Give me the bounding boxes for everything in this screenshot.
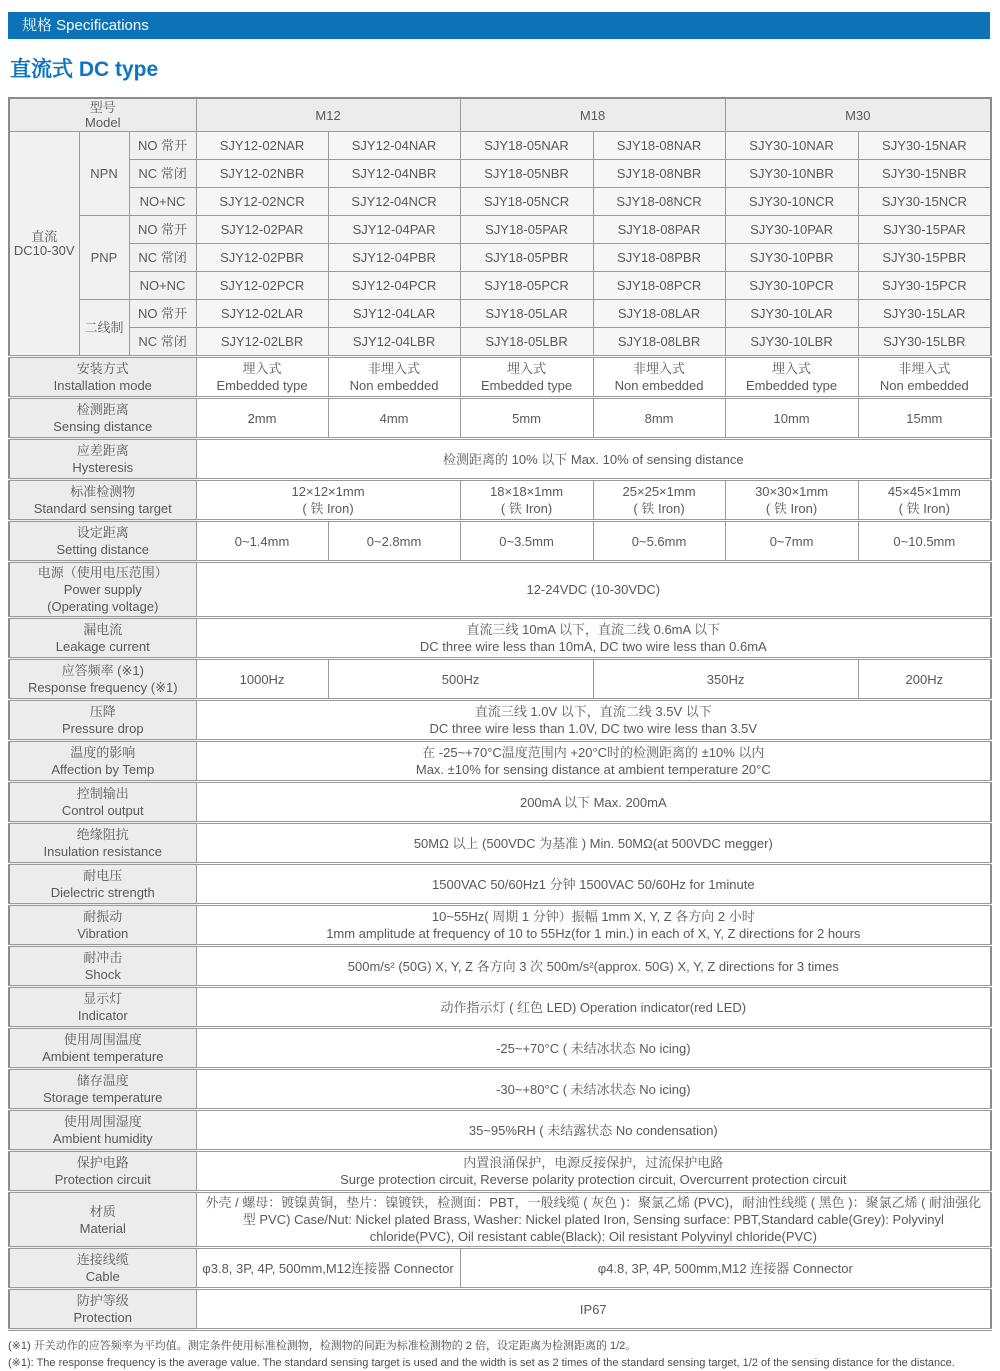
spec-value-cell: 埋入式 Embedded type <box>725 357 858 398</box>
model-number-cell: SJY18-05NBR <box>460 160 593 188</box>
spec-value-cell: 4mm <box>328 398 460 439</box>
footnote-zh: (※1) 开关动作的应答频率为平均值。测定条件使用标准检测物，检测物的间距为标准检测物的 2 倍，设定距离为检测距离的 1/2。 <box>8 1340 637 1352</box>
model-number-cell: SJY30-10NBR <box>725 160 858 188</box>
spec-label-cell: 应差距离 Hysteresis <box>9 439 196 480</box>
spec-value-cell: 5mm <box>460 398 593 439</box>
model-number-cell: SJY30-10PBR <box>725 244 858 272</box>
model-number-cell: SJY12-02PAR <box>196 216 328 244</box>
spec-row <box>9 782 991 823</box>
model-number-cell: SJY12-04PCR <box>328 272 460 300</box>
spec-row <box>9 439 991 480</box>
spec-value-cell: φ4.8, 3P, 4P, 500mm,M12 连接器 Connector <box>460 1248 991 1289</box>
model-number-cell: SJY12-04LAR <box>328 300 460 328</box>
model-number-cell: SJY12-04NCR <box>328 188 460 216</box>
model-number-cell: SJY30-15LAR <box>858 300 991 328</box>
model-number-cell: SJY30-15NAR <box>858 132 991 160</box>
model-number-cell: SJY12-04NBR <box>328 160 460 188</box>
model-number-cell: SJY18-08PAR <box>593 216 725 244</box>
spec-row <box>9 946 991 987</box>
spec-label-cell: 材质 Material <box>9 1192 196 1248</box>
spec-value-cell: 0~7mm <box>725 521 858 562</box>
model-number-cell: SJY30-15PCR <box>858 272 991 300</box>
model-number-cell: SJY30-10LAR <box>725 300 858 328</box>
spec-label-cell: 压降 Pressure drop <box>9 700 196 741</box>
model-row <box>9 188 991 216</box>
wiring-type-cell: 二线制 <box>79 300 129 357</box>
model-number-cell: SJY30-15NBR <box>858 160 991 188</box>
model-number-cell: SJY30-10NAR <box>725 132 858 160</box>
spec-row <box>9 741 991 782</box>
spec-row <box>9 562 991 618</box>
spec-value-cell: 0~10.5mm <box>858 521 991 562</box>
model-number-cell: SJY30-15LBR <box>858 328 991 357</box>
spec-row <box>9 987 991 1028</box>
model-number-cell: SJY18-05NAR <box>460 132 593 160</box>
spec-value-cell: 200Hz <box>858 659 991 700</box>
spec-value-cell: 50MΩ 以上 (500VDC 为基准 ) Min. 50MΩ(at 500VDC megger) <box>196 823 991 864</box>
model-row <box>9 328 991 357</box>
model-number-cell: SJY30-10PCR <box>725 272 858 300</box>
m12-header-cell: M12 <box>196 98 460 132</box>
spec-label-cell: 漏电流 Leakage current <box>9 618 196 659</box>
model-number-cell: SJY12-02PBR <box>196 244 328 272</box>
spec-label-cell: 温度的影响 Affection by Temp <box>9 741 196 782</box>
spec-value-cell: 45×45×1mm ( 铁 Iron) <box>858 480 991 521</box>
spec-value-cell: 埋入式 Embedded type <box>196 357 328 398</box>
spec-value-cell: 12-24VDC (10-30VDC) <box>196 562 991 618</box>
spec-row <box>9 521 991 562</box>
model-row <box>9 244 991 272</box>
spec-value-cell: 直流三线 1.0V 以下，直流二线 3.5V 以下 DC three wire less than 1.0V, DC two wire less than 3.5V <box>196 700 991 741</box>
spec-row <box>9 864 991 905</box>
output-type-cell: NC 常闭 <box>129 244 196 272</box>
spec-row <box>9 398 991 439</box>
model-row <box>9 132 991 160</box>
spec-label-cell: 电源（使用电压范围） Power supply (Operating voltage) <box>9 562 196 618</box>
footnote-en: (※1): The response frequency is the average value. The standard sensing target is used and the width is set as 2 times of the standard sensing target, 1/2 of the sensing distance for the distance. <box>8 1357 955 1369</box>
spec-value-cell: 内置浪涌保护，电源反接保护，过流保护电路 Surge protection circuit, Reverse polarity protection circuit, Overcurrent protection circuit <box>196 1151 991 1192</box>
model-number-cell: SJY12-04PAR <box>328 216 460 244</box>
spec-label-cell: 使用周围温度 Ambient temperature <box>9 1028 196 1069</box>
spec-value-cell: 在 -25~+70°C温度范围内 +20°C时的检测距离的 ±10% 以内 Max. ±10% for sensing distance at ambient temperature 20°C <box>196 741 991 782</box>
spec-row <box>9 700 991 741</box>
spec-label-cell: 耐电压 Dielectric strength <box>9 864 196 905</box>
section-header-label: 规格 Specifications <box>22 17 149 34</box>
model-row <box>9 160 991 188</box>
output-type-cell: NO 常开 <box>129 300 196 328</box>
spec-label-cell: 标准检测物 Standard sensing target <box>9 480 196 521</box>
spec-label-cell: 设定距离 Setting distance <box>9 521 196 562</box>
model-row <box>9 300 991 328</box>
footnotes <box>8 1338 996 1371</box>
model-number-cell: SJY12-02NCR <box>196 188 328 216</box>
spec-value-cell: 200mA 以下 Max. 200mA <box>196 782 991 823</box>
model-number-cell: SJY18-08NAR <box>593 132 725 160</box>
spec-row <box>9 1069 991 1110</box>
model-number-cell: SJY30-15PAR <box>858 216 991 244</box>
m30-header-cell: M30 <box>725 98 991 132</box>
model-number-cell: SJY18-05LAR <box>460 300 593 328</box>
model-number-cell: SJY12-04PBR <box>328 244 460 272</box>
model-header-en: Model <box>85 115 121 130</box>
m18-header-cell: M18 <box>460 98 725 132</box>
spec-value-cell: 0~1.4mm <box>196 521 328 562</box>
model-number-cell: SJY18-08LAR <box>593 300 725 328</box>
spec-value-cell: 2mm <box>196 398 328 439</box>
spec-value-cell: 埋入式 Embedded type <box>460 357 593 398</box>
spec-value-cell: 10~55Hz( 周期 1 分钟）振幅 1mm X, Y, Z 各方向 2 小时 1mm amplitude at frequency of 10 to 55Hz(for 1 min.) in each of X, Y, Z directions for 2 hours <box>196 905 991 946</box>
model-row <box>9 216 991 244</box>
model-number-cell: SJY12-02NBR <box>196 160 328 188</box>
spec-value-cell: 18×18×1mm ( 铁 Iron) <box>460 480 593 521</box>
model-number-cell: SJY12-02PCR <box>196 272 328 300</box>
model-number-cell: SJY18-08LBR <box>593 328 725 357</box>
spec-row <box>9 905 991 946</box>
model-number-cell: SJY18-05NCR <box>460 188 593 216</box>
spec-label-cell: 安装方式 Installation mode <box>9 357 196 398</box>
output-type-cell: NC 常闭 <box>129 328 196 357</box>
model-header-row <box>9 98 991 132</box>
model-number-cell: SJY30-10NCR <box>725 188 858 216</box>
spec-label-cell: 使用周围湿度 Ambient humidity <box>9 1110 196 1151</box>
spec-value-cell: 0~5.6mm <box>593 521 725 562</box>
model-number-cell: SJY30-15NCR <box>858 188 991 216</box>
model-row <box>9 272 991 300</box>
spec-value-cell: 12×12×1mm ( 铁 Iron) <box>196 480 460 521</box>
spec-value-cell: 非埋入式 Non embedded <box>328 357 460 398</box>
spec-value-cell: 500m/s² (50G) X, Y, Z 各方向 3 次 500m/s²(approx. 50G) X, Y, Z directions for 3 times <box>196 946 991 987</box>
spec-value-cell: -30~+80°C ( 未结冰状态 No icing) <box>196 1069 991 1110</box>
spec-value-cell: 0~2.8mm <box>328 521 460 562</box>
spec-label-cell: 耐振动 Vibration <box>9 905 196 946</box>
spec-value-cell: 35~95%RH ( 未结露状态 No condensation) <box>196 1110 991 1151</box>
spec-value-cell: 0~3.5mm <box>460 521 593 562</box>
spec-label-cell: 保护电路 Protection circuit <box>9 1151 196 1192</box>
model-number-cell: SJY18-08PBR <box>593 244 725 272</box>
model-number-cell: SJY30-15PBR <box>858 244 991 272</box>
wiring-type-cell: NPN <box>79 132 129 216</box>
output-type-cell: NO+NC <box>129 272 196 300</box>
spec-value-cell: 10mm <box>725 398 858 439</box>
spec-row <box>9 823 991 864</box>
specifications-table <box>8 97 992 1331</box>
model-number-cell: SJY18-08NBR <box>593 160 725 188</box>
spec-value-cell: 1500VAC 50/60Hz1 分钟 1500VAC 50/60Hz for 1minute <box>196 864 991 905</box>
spec-label-cell: 检测距离 Sensing distance <box>9 398 196 439</box>
spec-value-cell: 动作指示灯 ( 红色 LED) Operation indicator(red LED) <box>196 987 991 1028</box>
spec-value-cell: 非埋入式 Non embedded <box>593 357 725 398</box>
spec-label-cell: 防护等级 Protection <box>9 1289 196 1330</box>
output-type-cell: NO 常开 <box>129 132 196 160</box>
spec-label-cell: 储存温度 Storage temperature <box>9 1069 196 1110</box>
spec-row <box>9 1289 991 1330</box>
model-number-cell: SJY18-08PCR <box>593 272 725 300</box>
model-number-cell: SJY18-05PCR <box>460 272 593 300</box>
model-number-cell: SJY18-05PBR <box>460 244 593 272</box>
spec-value-cell: 8mm <box>593 398 725 439</box>
wiring-type-cell: PNP <box>79 216 129 300</box>
model-number-cell: SJY12-04NAR <box>328 132 460 160</box>
spec-row <box>9 1151 991 1192</box>
spec-value-cell: 外壳 / 螺母：镀镍黄铜，垫片：镍镀铁，检测面：PBT，一般线缆 ( 灰色 )：聚氯乙烯 (PVC)，耐油性线缆 ( 黑色 )：聚氯乙烯 ( 耐油强化型 PVC) Case/Nut: Nickel plated Brass, Washer: Nickel plated Iron, Sensing surface: PBT,Standard cable(Grey): Polyvinyl chloride(PVC), Oil resistant cable(Black): Oil resistant Polyvinyl chloride(PVC) <box>196 1192 991 1248</box>
spec-value-cell: -25~+70°C ( 未结冰状态 No icing) <box>196 1028 991 1069</box>
model-number-cell: SJY12-02LAR <box>196 300 328 328</box>
model-number-cell: SJY30-10PAR <box>725 216 858 244</box>
spec-value-cell: 1000Hz <box>196 659 328 700</box>
spec-value-cell: 检测距离的 10% 以下 Max. 10% of sensing distance <box>196 439 991 480</box>
spec-value-cell: IP67 <box>196 1289 991 1330</box>
model-number-cell: SJY18-08NCR <box>593 188 725 216</box>
spec-value-cell: 直流三线 10mA 以下，直流二线 0.6mA 以下 DC three wire less than 10mA, DC two wire less than 0.6mA <box>196 618 991 659</box>
spec-value-cell: φ3.8, 3P, 4P, 500mm,M12连接器 Connector <box>196 1248 460 1289</box>
model-header-cell <box>9 98 196 132</box>
output-type-cell: NC 常闭 <box>129 160 196 188</box>
model-header-zh: 型号 <box>89 100 116 115</box>
model-number-cell: SJY12-04LBR <box>328 328 460 357</box>
spec-row <box>9 357 991 398</box>
page-title: 直流式 DC type <box>10 58 159 81</box>
output-type-cell: NO+NC <box>129 188 196 216</box>
spec-row <box>9 659 991 700</box>
spec-row <box>9 480 991 521</box>
spec-value-cell: 350Hz <box>593 659 858 700</box>
spec-row <box>9 1192 991 1248</box>
spec-row <box>9 1248 991 1289</box>
spec-row <box>9 1110 991 1151</box>
spec-label-cell: 耐冲击 Shock <box>9 946 196 987</box>
spec-value-cell: 30×30×1mm ( 铁 Iron) <box>725 480 858 521</box>
spec-row <box>9 1028 991 1069</box>
spec-value-cell: 非埋入式 Non embedded <box>858 357 991 398</box>
model-number-cell: SJY12-02LBR <box>196 328 328 357</box>
spec-value-cell: 25×25×1mm ( 铁 Iron) <box>593 480 725 521</box>
spec-label-cell: 连接线缆 Cable <box>9 1248 196 1289</box>
spec-label-cell: 绝缘阻抗 Insulation resistance <box>9 823 196 864</box>
spec-row <box>9 618 991 659</box>
model-number-cell: SJY30-10LBR <box>725 328 858 357</box>
model-number-cell: SJY18-05PAR <box>460 216 593 244</box>
section-header-bar <box>8 12 990 39</box>
model-number-cell: SJY12-02NAR <box>196 132 328 160</box>
spec-value-cell: 15mm <box>858 398 991 439</box>
spec-label-cell: 显示灯 Indicator <box>9 987 196 1028</box>
spec-label-cell: 应答频率 (※1) Response frequency (※1) <box>9 659 196 700</box>
power-type-cell: 直流 DC10-30V <box>9 132 79 357</box>
model-number-cell: SJY18-05LBR <box>460 328 593 357</box>
output-type-cell: NO 常开 <box>129 216 196 244</box>
spec-value-cell: 500Hz <box>328 659 593 700</box>
spec-label-cell: 控制输出 Control output <box>9 782 196 823</box>
